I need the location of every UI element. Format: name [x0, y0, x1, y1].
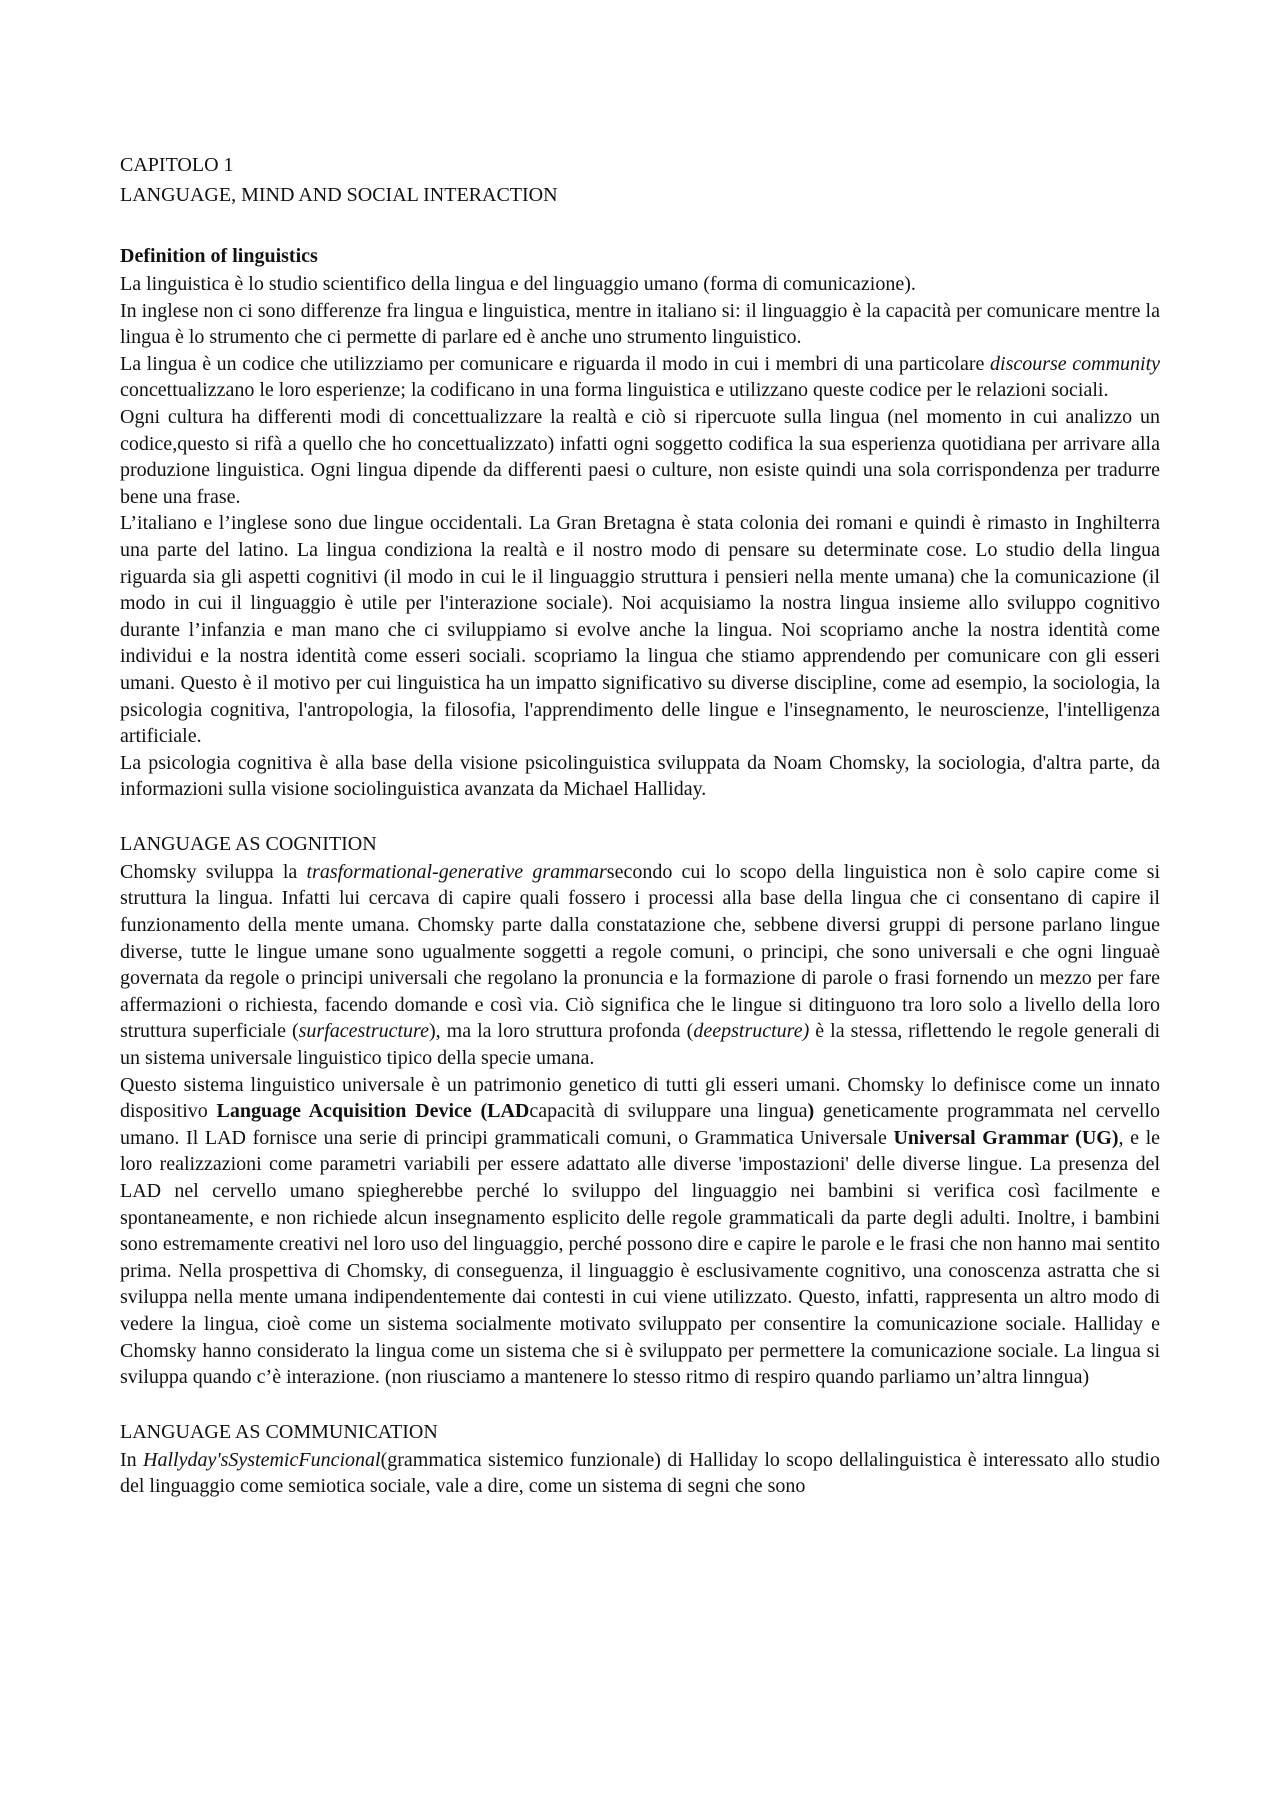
- paragraph: [120, 351, 1160, 404]
- text-run: geneticamente programmata nel cervello umano. Il LAD fornisce una serie di principi grammaticali comuni, o Grammatica Universale: [120, 1100, 1161, 1149]
- chapter-number: CAPITOLO 1: [120, 154, 234, 176]
- section-spacer: [120, 1391, 1160, 1417]
- bold-term: Language Acquisition Device (LAD: [216, 1100, 530, 1123]
- text-run: è la stessa, riflettendo le regole generali di un sistema universale linguistico tipico della specie umana.: [120, 1020, 1160, 1070]
- paragraph: [120, 859, 1160, 1072]
- italic-term: trasformational-generative grammar: [306, 860, 607, 883]
- section-heading-definition: Definition of linguistics: [120, 245, 318, 267]
- text-run: secondo cui lo scopo della linguistica non è solo capire come si struttura la lingua. Infatti lui cercava di capire quali fossero i processi alla base della lingua che ci consentano di capire il funzionamento della mente umana. Chomsky parte dalla constatazione che, sebbene diversi gruppi di persone parlano lingue diverse, tutte le lingue umane sono ugualmente soggetti a regole comuni, o principi, che sono universali e che ogni linguaè governata da regole o principi universali che regolano la pronuncia e la formazione di parole o frasi fornendo un mezzo per fare affermazioni o richiesta, facendo domande e così via. Ciò significa che le lingue si ditinguono tra loro solo a livello della loro struttura superficiale (: [120, 860, 1161, 1043]
- text-run: Questo sistema linguistico universale è un patrimonio genetico di tutti gli esseri umani. Chomsky lo definisce come un innato dispositivo: [120, 1073, 1160, 1123]
- paragraph: La linguistica è lo studio scientifico della lingua e del linguaggio umano (forma di comunicazione).: [120, 273, 916, 295]
- text-run: concettualizzano le loro esperienze; la codificano in una forma linguistica e utilizzano queste codice per le relazioni sociali.: [120, 379, 1109, 402]
- italic-term: discourse community: [990, 352, 1161, 375]
- bold-term: ): [807, 1100, 815, 1123]
- paragraph: [120, 1447, 1160, 1500]
- paragraph: Ogni cultura ha differenti modi di concettualizzare la realtà e ciò si ripercuote sulla lingua (nel momento in cui analizzo un codice,questo si rifà a quello che ho concettualizzato) infatti ogni soggetto codifica la sua esperienza quotidiana per arrivare alla produzione linguistica. Ogni lingua dipende da differenti paesi o culture, non esiste quindi una sola corrispondenza per tradurre bene una frase.: [120, 405, 1160, 508]
- text-run: capacità di sviluppare una lingua: [529, 1100, 808, 1123]
- paragraph: [120, 1072, 1160, 1391]
- italic-term: surfacestructure: [298, 1020, 429, 1043]
- section-heading-communication: LANGUAGE AS COMMUNICATION: [120, 1420, 438, 1443]
- italic-term: deepstructure): [693, 1020, 810, 1043]
- text-run: Chomsky sviluppa la: [120, 860, 298, 883]
- paragraph: In inglese non ci sono differenze fra lingua e linguistica, mentre in italiano si: il linguaggio è la capacità per comunicare mentre la lingua è lo strumento che ci permette di parlare ed è anche uno strumento linguistico.: [120, 299, 1160, 349]
- text-run: , e le loro realizzazioni come parametri variabili per essere adattato alle diverse 'impostazioni' delle diverse lingue. La presenza del LAD nel cervello umano spiegherebbe perché lo sviluppo del linguaggio nei bambini si verifica così facilmente e spontaneamente, e non richiede alcun insegnamento esplicito delle regole grammaticali da parte degli adulti. Inoltre, i bambini sono estremamente creativi nel loro uso del linguaggio, perché possono dire e capire le parole e le frasi che non hanno mai sentito prima. Nella prospettiva di Chomsky, di conseguenza, il linguaggio è esclusivamente cognitivo, una conoscenza astratta che si sviluppa nella mente umana indipendentemente dai contesti in cui viene utilizzato. Questo, infatti, rappresenta un altro modo di vedere la lingua, cioè come un sistema socialmente motivato sviluppato per consentire la comunicazione sociale. Halliday e Chomsky hanno considerato la lingua come un sistema che si è sviluppato per permettere la comunicazione sociale. La lingua si sviluppa quando c’è interazione. (non riusciamo a mantenere lo stesso ritmo di respiro quando parliamo un’altra linngua): [120, 1126, 1161, 1389]
- chapter-header: [120, 150, 1160, 210]
- text-run: (grammatica sistemico funzionale) di Halliday lo scopo dellalinguistica è interessato allo studio del linguaggio come semiotica sociale, vale a dire, come un sistema di segni che sono: [120, 1448, 1161, 1498]
- italic-term: Hallyday'sSystemicFuncional: [143, 1448, 381, 1471]
- paragraph: L’italiano e l’inglese sono due lingue occidentali. La Gran Bretagna è stata colonia dei romani e quindi è rimasto in Inghilterra una parte del latino. La lingua condiziona la realtà e il nostro modo di pensare su determinate cose. Lo studio della lingua riguarda sia gli aspetti cognitivi (il modo in cui le il linguaggio struttura i pensieri nella mente umana) che la comunicazione (il modo in cui il linguaggio è utile per l'interazione sociale). Noi acquisiamo la nostra lingua insieme allo sviluppo cognitivo durante l’infanzia e man mano che ci sviluppiamo si evolve anche la lingua. Noi scopriamo anche la nostra identità come individui e la nostra identità come esseri sociali. scopriamo la lingua che stiamo apprendendo per comunicare con gli esseri umani. Questo è il motivo per cui linguistica ha un impatto significativo su diverse discipline, come ad esempio, la sociologia, la psicologia cognitiva, l'antropologia, la filosofia, l'apprendimento delle lingue e l'insegnamento, le neuroscienze, l'intelligenza artificiale.: [120, 512, 1160, 748]
- bold-term: Universal Grammar (UG): [893, 1126, 1119, 1149]
- section-cognition: [120, 829, 1160, 1391]
- section-heading-cognition: LANGUAGE AS COGNITION: [120, 832, 377, 855]
- section-spacer: [120, 803, 1160, 829]
- chapter-title: LANGUAGE, MIND AND SOCIAL INTERACTION: [120, 184, 558, 206]
- paragraph: La psicologia cognitiva è alla base della visione psicolinguistica sviluppata da Noam Chomsky, la sociologia, d'altra parte, da informazioni sulla visione sociolinguistica avanzata da Michael Halliday.: [120, 751, 1160, 801]
- text-run: In: [120, 1448, 137, 1471]
- section-definition: [120, 241, 1160, 803]
- section-communication: [120, 1417, 1160, 1500]
- text-run: La lingua è un codice che utilizziamo per comunicare e riguarda il modo in cui i membri di una particolare: [120, 352, 985, 375]
- text-run: ), ma la loro struttura profonda (: [428, 1020, 694, 1043]
